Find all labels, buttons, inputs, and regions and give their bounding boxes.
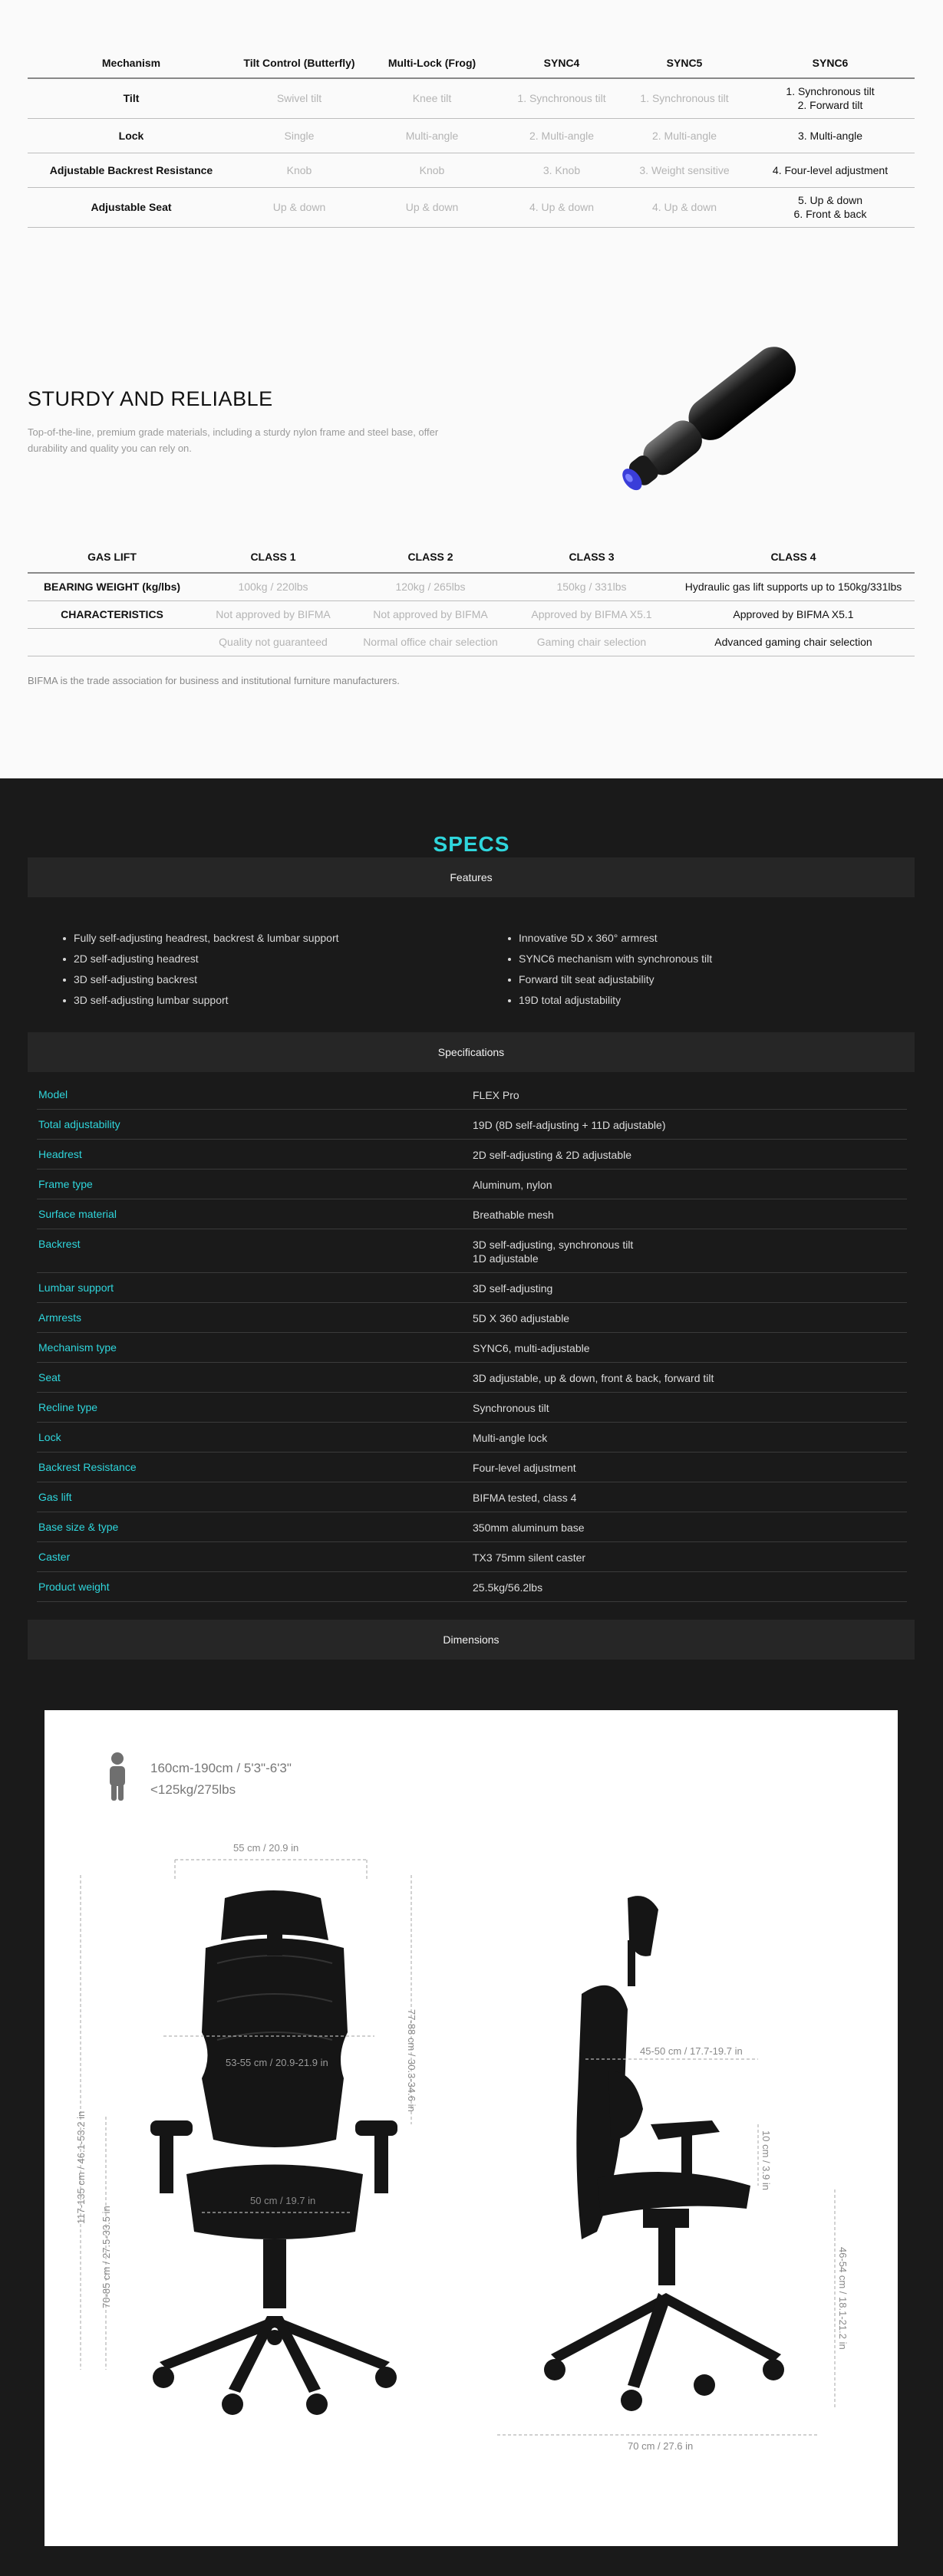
features-list-left bbox=[61, 928, 339, 1011]
spec-value: Breathable mesh bbox=[473, 1209, 554, 1221]
table-cell: 4. Up & down bbox=[623, 187, 746, 227]
spec-value: FLEX Pro bbox=[473, 1089, 519, 1101]
user-range bbox=[150, 1758, 292, 1801]
spec-row bbox=[37, 1333, 907, 1363]
spec-value: 3D self-adjusting, synchronous tilt 1D adjustable bbox=[473, 1239, 634, 1265]
spec-row bbox=[37, 1110, 907, 1140]
specifications-table bbox=[37, 1080, 907, 1602]
spec-value: 3D adjustable, up & down, front & back, forward tilt bbox=[473, 1372, 714, 1384]
spec-value: 25.5kg/56.2lbs bbox=[473, 1581, 543, 1594]
col-header: CLASS 1 bbox=[196, 541, 350, 573]
spec-row bbox=[37, 1229, 907, 1273]
table-cell: Swivel tilt bbox=[235, 78, 364, 118]
col-header: GAS LIFT bbox=[28, 541, 196, 573]
table-row bbox=[28, 118, 915, 153]
spec-value: Aluminum, nylon bbox=[473, 1179, 552, 1191]
spec-row bbox=[37, 1393, 907, 1423]
table-cell: Up & down bbox=[235, 187, 364, 227]
gas-lift-image bbox=[591, 318, 836, 525]
table-cell: Multi-angle bbox=[364, 118, 500, 153]
mechanism-table bbox=[28, 48, 915, 228]
table-cell: 4. Four-level adjustment bbox=[746, 153, 915, 187]
spec-key: Mechanism type bbox=[38, 1341, 117, 1354]
col-header: CLASS 4 bbox=[672, 541, 915, 573]
list-item: 3D self-adjusting backrest bbox=[61, 969, 339, 990]
table-cell: 2. Multi-angle bbox=[623, 118, 746, 153]
spec-row bbox=[37, 1423, 907, 1452]
spec-key: Base size & type bbox=[38, 1521, 119, 1533]
dim-back-width: 53-55 cm / 20.9-21.9 in bbox=[226, 2057, 328, 2068]
bifma-note: BIFMA is the trade association for business and institutional furniture manufacturers. bbox=[28, 675, 400, 686]
table-cell: Approved by BIFMA X5.1 bbox=[511, 600, 672, 628]
spec-key: Product weight bbox=[38, 1581, 110, 1593]
col-header: Mechanism bbox=[28, 48, 235, 78]
spec-value: TX3 75mm silent caster bbox=[473, 1551, 586, 1564]
table-cell: 2. Multi-angle bbox=[500, 118, 623, 153]
spec-value: 2D self-adjusting & 2D adjustable bbox=[473, 1149, 632, 1161]
table-cell: 100kg / 220lbs bbox=[196, 573, 350, 600]
dim-seat-depth: 45-50 cm / 17.7-19.7 in bbox=[640, 2045, 743, 2057]
dim-top-width: 55 cm / 20.9 in bbox=[233, 1842, 299, 1854]
spec-value: 350mm aluminum base bbox=[473, 1522, 585, 1534]
features-bar: Features bbox=[28, 857, 915, 897]
row-label: Adjustable Backrest Resistance bbox=[28, 153, 235, 187]
spec-key: Recline type bbox=[38, 1401, 98, 1413]
row-label bbox=[28, 628, 196, 656]
spec-key: Lock bbox=[38, 1431, 61, 1443]
dimensions-bar: Dimensions bbox=[28, 1620, 915, 1660]
spec-value: Four-level adjustment bbox=[473, 1462, 576, 1474]
spec-key: Gas lift bbox=[38, 1491, 72, 1503]
spec-key: Backrest Resistance bbox=[38, 1461, 137, 1473]
spec-key: Lumbar support bbox=[38, 1281, 114, 1294]
spec-value: 19D (8D self-adjusting + 11D adjustable) bbox=[473, 1119, 666, 1131]
dim-base-width: 70 cm / 27.6 in bbox=[628, 2440, 694, 2452]
row-label: Adjustable Seat bbox=[28, 187, 235, 227]
dimensions-diagram bbox=[45, 1710, 898, 2546]
col-header: SYNC6 bbox=[746, 48, 915, 78]
table-cell: Knob bbox=[364, 153, 500, 187]
table-cell: Normal office chair selection bbox=[350, 628, 511, 656]
table-row bbox=[28, 153, 915, 187]
table-cell: Advanced gaming chair selection bbox=[672, 628, 915, 656]
section-title: STURDY AND RELIABLE bbox=[28, 387, 273, 410]
table-cell: 1. Synchronous tilt bbox=[623, 78, 746, 118]
spec-key: Total adjustability bbox=[38, 1118, 120, 1130]
spec-key: Backrest bbox=[38, 1238, 81, 1250]
table-cell: 120kg / 265lbs bbox=[350, 573, 511, 600]
features-list-right bbox=[506, 928, 712, 1011]
front-chair bbox=[150, 1890, 397, 2415]
col-header: SYNC5 bbox=[623, 48, 746, 78]
spec-value: BIFMA tested, class 4 bbox=[473, 1492, 577, 1504]
dim-armrest-height: 10 cm / 3.9 in bbox=[760, 2130, 772, 2191]
specs-section bbox=[0, 778, 943, 2576]
spec-row bbox=[37, 1572, 907, 1602]
table-cell: 3. Weight sensitive bbox=[623, 153, 746, 187]
list-item: 2D self-adjusting headrest bbox=[61, 949, 339, 969]
spec-value: Synchronous tilt bbox=[473, 1402, 549, 1414]
spec-row bbox=[37, 1482, 907, 1512]
col-header: CLASS 3 bbox=[511, 541, 672, 573]
table-cell: 5. Up & down 6. Front & back bbox=[746, 187, 915, 227]
person-icon bbox=[110, 1752, 125, 1801]
row-label: Tilt bbox=[28, 78, 235, 118]
spec-row bbox=[37, 1363, 907, 1393]
spec-row bbox=[37, 1452, 907, 1482]
table-cell: Knee tilt bbox=[364, 78, 500, 118]
height-range: 160cm-190cm / 5'3"-6'3" bbox=[150, 1761, 292, 1775]
table-cell: Knob bbox=[235, 153, 364, 187]
spec-row bbox=[37, 1273, 907, 1303]
table-cell: 4. Up & down bbox=[500, 187, 623, 227]
spec-row bbox=[37, 1140, 907, 1170]
table-row bbox=[28, 78, 915, 118]
spec-value: Multi-angle lock bbox=[473, 1432, 548, 1444]
table-cell: Quality not guaranteed bbox=[196, 628, 350, 656]
table-row bbox=[28, 628, 915, 656]
table-cell: Single bbox=[235, 118, 364, 153]
col-header: Tilt Control (Butterfly) bbox=[235, 48, 364, 78]
col-header: SYNC4 bbox=[500, 48, 623, 78]
spec-row bbox=[37, 1170, 907, 1199]
dim-total-height: 117-135 cm / 46.1-53.2 in bbox=[75, 2110, 87, 2224]
table-cell: 150kg / 331lbs bbox=[511, 573, 672, 600]
table-row bbox=[28, 600, 915, 628]
side-chair bbox=[544, 1896, 784, 2411]
table-cell: Not approved by BIFMA bbox=[196, 600, 350, 628]
table-cell: Hydraulic gas lift supports up to 150kg/331lbs bbox=[672, 573, 915, 600]
list-item: SYNC6 mechanism with synchronous tilt bbox=[506, 949, 712, 969]
spec-row bbox=[37, 1303, 907, 1333]
spec-row bbox=[37, 1512, 907, 1542]
specifications-bar: Specifications bbox=[28, 1032, 915, 1072]
table-cell: 3. Knob bbox=[500, 153, 623, 187]
specs-title: SPECS bbox=[433, 832, 510, 856]
col-header: CLASS 2 bbox=[350, 541, 511, 573]
comparison-section bbox=[0, 0, 943, 778]
spec-row bbox=[37, 1080, 907, 1110]
table-cell: 1. Synchronous tilt bbox=[500, 78, 623, 118]
spec-value: SYNC6, multi-adjustable bbox=[473, 1342, 590, 1354]
table-row bbox=[28, 573, 915, 600]
spec-row bbox=[37, 1199, 907, 1229]
spec-key: Frame type bbox=[38, 1178, 93, 1190]
list-item: Innovative 5D x 360° armrest bbox=[506, 928, 712, 949]
spec-key: Surface material bbox=[38, 1208, 117, 1220]
list-item: Fully self-adjusting headrest, backrest & lumbar support bbox=[61, 928, 339, 949]
spec-key: Headrest bbox=[38, 1148, 82, 1160]
table-row bbox=[28, 187, 915, 227]
list-item: 19D total adjustability bbox=[506, 990, 712, 1011]
spec-row bbox=[37, 1542, 907, 1572]
spec-key: Seat bbox=[38, 1371, 61, 1383]
dim-seat-height: 46-54 cm / 18.1-21.2 in bbox=[837, 2247, 849, 2350]
dim-seat-floor: 70-85 cm / 27.5-33.5 in bbox=[101, 2206, 112, 2308]
spec-value: 3D self-adjusting bbox=[473, 1282, 553, 1295]
spec-key: Caster bbox=[38, 1551, 71, 1563]
list-item: Forward tilt seat adjustability bbox=[506, 969, 712, 990]
table-cell: Approved by BIFMA X5.1 bbox=[672, 600, 915, 628]
table-cell: Not approved by BIFMA bbox=[350, 600, 511, 628]
row-label: Lock bbox=[28, 118, 235, 153]
col-header: Multi-Lock (Frog) bbox=[364, 48, 500, 78]
table-cell: 3. Multi-angle bbox=[746, 118, 915, 153]
weight-limit: <125kg/275lbs bbox=[150, 1782, 236, 1797]
chair-drawing bbox=[45, 1710, 898, 2546]
list-item: 3D self-adjusting lumbar support bbox=[61, 990, 339, 1011]
table-cell: Up & down bbox=[364, 187, 500, 227]
row-label: CHARACTERISTICS bbox=[28, 600, 196, 628]
gas-lift-table bbox=[28, 541, 915, 656]
spec-value: 5D X 360 adjustable bbox=[473, 1312, 570, 1324]
section-description: Top-of-the-line, premium grade materials, including a sturdy nylon frame and steel base, offer durability and quality you can rely on. bbox=[28, 426, 439, 454]
spec-key: Armrests bbox=[38, 1311, 81, 1324]
row-label: BEARING WEIGHT (kg/lbs) bbox=[28, 573, 196, 600]
table-cell: 1. Synchronous tilt 2. Forward tilt bbox=[746, 78, 915, 118]
dim-backrest-height: 77-88 cm / 30.3-34.6 in bbox=[406, 2009, 417, 2112]
dim-seat-width: 50 cm / 19.7 in bbox=[250, 2195, 316, 2206]
spec-key: Model bbox=[38, 1088, 68, 1100]
table-cell: Gaming chair selection bbox=[511, 628, 672, 656]
